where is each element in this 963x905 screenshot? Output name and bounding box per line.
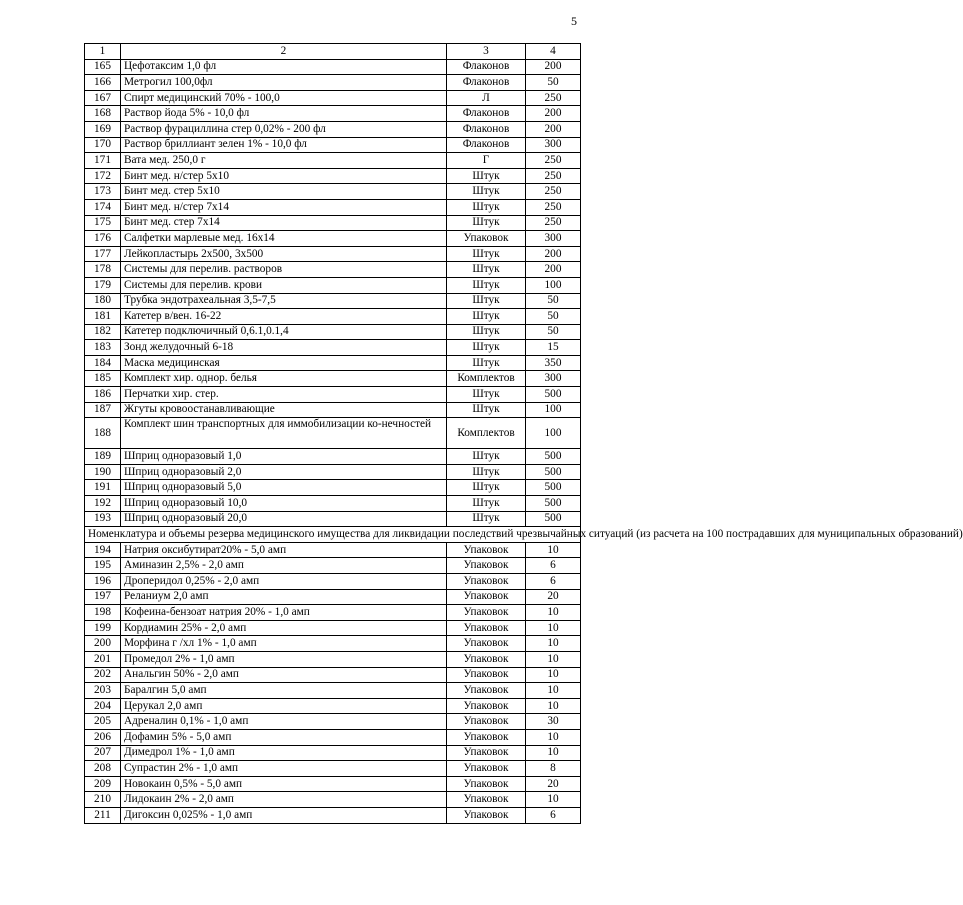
row-number: 182 [85, 324, 121, 340]
item-unit: Штук [447, 355, 526, 371]
table-row [85, 496, 581, 512]
item-quantity: 6 [526, 807, 581, 823]
item-unit: Упаковок [447, 231, 526, 247]
item-name: Шприц одноразовый 20,0 [121, 511, 447, 527]
item-name: Маска медицинская [121, 355, 447, 371]
item-name: Системы для перелив. крови [121, 277, 447, 293]
item-unit: Флаконов [447, 75, 526, 91]
item-quantity: 10 [526, 745, 581, 761]
table-row [85, 558, 581, 574]
table-row [85, 761, 581, 777]
row-number: 174 [85, 199, 121, 215]
item-unit: Упаковок [447, 542, 526, 558]
table-row [85, 418, 581, 449]
row-number: 166 [85, 75, 121, 91]
item-name: Цефотаксим 1,0 фл [121, 59, 447, 75]
item-quantity: 20 [526, 776, 581, 792]
row-number: 171 [85, 153, 121, 169]
row-number: 209 [85, 776, 121, 792]
item-quantity: 10 [526, 792, 581, 808]
row-number: 211 [85, 807, 121, 823]
item-name: Дроперидол 0,25% - 2,0 амп [121, 574, 447, 590]
table-row [85, 776, 581, 792]
row-number: 173 [85, 184, 121, 200]
supply-table-body [85, 44, 963, 824]
item-unit: Штук [447, 277, 526, 293]
row-number: 207 [85, 745, 121, 761]
table-row [85, 246, 581, 262]
item-name: Баралгин 5,0 амп [121, 683, 447, 699]
table-row [85, 106, 581, 122]
item-quantity: 10 [526, 683, 581, 699]
item-name: Вата мед. 250,0 г [121, 153, 447, 169]
table-row [85, 277, 581, 293]
table-row [85, 511, 581, 527]
item-unit: Комплектов [447, 371, 526, 387]
row-number: 199 [85, 620, 121, 636]
row-number: 179 [85, 277, 121, 293]
item-name: Морфина г /хл 1% - 1,0 амп [121, 636, 447, 652]
table-row [85, 605, 581, 621]
item-unit: Г [447, 153, 526, 169]
item-unit: Упаковок [447, 807, 526, 823]
item-unit: Упаковок [447, 745, 526, 761]
item-unit: Упаковок [447, 574, 526, 590]
table-row [85, 371, 581, 387]
item-name: Димедрол 1% - 1,0 амп [121, 745, 447, 761]
table-row [85, 340, 581, 356]
table-row [85, 542, 581, 558]
table-header-row [85, 44, 581, 60]
item-name: Анальгин 50% - 2,0 амп [121, 667, 447, 683]
table-row [85, 387, 581, 403]
table-row [85, 293, 581, 309]
item-name: Зонд желудочный 6-18 [121, 340, 447, 356]
item-quantity: 500 [526, 387, 581, 403]
item-unit: Штук [447, 449, 526, 465]
table-row [85, 589, 581, 605]
row-number: 170 [85, 137, 121, 153]
item-name: Натрия оксибутират20% - 5,0 амп [121, 542, 447, 558]
row-number: 200 [85, 636, 121, 652]
item-name: Катетер подключичный 0,6.1,0.1,4 [121, 324, 447, 340]
item-unit: Штук [447, 480, 526, 496]
item-quantity: 250 [526, 90, 581, 106]
row-number: 202 [85, 667, 121, 683]
table-row [85, 231, 581, 247]
item-quantity: 10 [526, 651, 581, 667]
item-name: Новокаин 0,5% - 5,0 амп [121, 776, 447, 792]
header-col-4: 4 [526, 44, 581, 60]
row-number: 188 [85, 418, 121, 449]
item-unit: Штук [447, 496, 526, 512]
item-quantity: 500 [526, 511, 581, 527]
row-number: 187 [85, 402, 121, 418]
item-quantity: 20 [526, 589, 581, 605]
item-quantity: 200 [526, 106, 581, 122]
row-number: 195 [85, 558, 121, 574]
item-unit: Упаковок [447, 714, 526, 730]
header-col-3: 3 [447, 44, 526, 60]
item-unit: Упаковок [447, 620, 526, 636]
item-unit: Штук [447, 184, 526, 200]
item-unit: Упаковок [447, 698, 526, 714]
row-number: 193 [85, 511, 121, 527]
table-row [85, 714, 581, 730]
item-quantity: 10 [526, 729, 581, 745]
item-unit: Упаковок [447, 776, 526, 792]
item-name: Комплект шин транспортных для иммобилизации ко-нечностей [121, 418, 447, 449]
item-unit: Упаковок [447, 792, 526, 808]
row-number: 208 [85, 761, 121, 777]
item-quantity: 500 [526, 464, 581, 480]
table-row [85, 121, 581, 137]
row-number: 194 [85, 542, 121, 558]
item-unit: Флаконов [447, 59, 526, 75]
table-row [85, 792, 581, 808]
header-col-2: 2 [121, 44, 447, 60]
row-number: 204 [85, 698, 121, 714]
item-name: Жгуты кровоостанавливающие [121, 402, 447, 418]
row-number: 181 [85, 309, 121, 325]
item-name: Раствор бриллиант зелен 1% - 10,0 фл [121, 137, 447, 153]
table-row [85, 90, 581, 106]
item-quantity: 30 [526, 714, 581, 730]
row-number: 185 [85, 371, 121, 387]
table-row [85, 324, 581, 340]
item-quantity: 200 [526, 262, 581, 278]
item-quantity: 10 [526, 698, 581, 714]
table-row [85, 137, 581, 153]
table-row [85, 480, 581, 496]
item-name: Метрогил 100,0фл [121, 75, 447, 91]
table-row [85, 153, 581, 169]
item-unit: Штук [447, 402, 526, 418]
row-number: 196 [85, 574, 121, 590]
row-number: 189 [85, 449, 121, 465]
row-number: 190 [85, 464, 121, 480]
item-quantity: 250 [526, 215, 581, 231]
item-unit: Штук [447, 309, 526, 325]
item-unit: Упаковок [447, 667, 526, 683]
row-number: 197 [85, 589, 121, 605]
table-row [85, 184, 581, 200]
item-unit: Штук [447, 246, 526, 262]
item-unit: Упаковок [447, 683, 526, 699]
item-name: Шприц одноразовый 2,0 [121, 464, 447, 480]
item-quantity: 50 [526, 293, 581, 309]
item-unit: Штук [447, 511, 526, 527]
table-row [85, 574, 581, 590]
item-quantity: 250 [526, 184, 581, 200]
row-number: 176 [85, 231, 121, 247]
item-quantity: 100 [526, 277, 581, 293]
item-name: Дигоксин 0,025% - 1,0 амп [121, 807, 447, 823]
row-number: 205 [85, 714, 121, 730]
table-row [85, 168, 581, 184]
item-name: Раствор фурациллина стер 0,02% - 200 фл [121, 121, 447, 137]
table-row [85, 620, 581, 636]
item-quantity: 10 [526, 620, 581, 636]
item-quantity: 50 [526, 75, 581, 91]
row-number: 175 [85, 215, 121, 231]
table-row [85, 636, 581, 652]
item-quantity: 300 [526, 231, 581, 247]
supply-table [84, 43, 963, 824]
item-quantity: 250 [526, 153, 581, 169]
table-row [85, 651, 581, 667]
table-row [85, 745, 581, 761]
item-unit: Упаковок [447, 636, 526, 652]
item-unit: Упаковок [447, 558, 526, 574]
item-name: Кордиамин 25% - 2,0 амп [121, 620, 447, 636]
item-name: Церукал 2,0 амп [121, 698, 447, 714]
item-quantity: 500 [526, 480, 581, 496]
row-number: 192 [85, 496, 121, 512]
item-unit: Штук [447, 199, 526, 215]
item-name: Бинт мед. стер 5х10 [121, 184, 447, 200]
item-unit: Флаконов [447, 137, 526, 153]
row-number: 165 [85, 59, 121, 75]
item-unit: Штук [447, 168, 526, 184]
item-unit: Штук [447, 340, 526, 356]
table-row [85, 667, 581, 683]
item-name: Бинт мед. н/стер 5х10 [121, 168, 447, 184]
table-row [85, 698, 581, 714]
item-quantity: 200 [526, 59, 581, 75]
item-quantity: 6 [526, 574, 581, 590]
section-header-row [85, 527, 581, 543]
item-quantity: 10 [526, 667, 581, 683]
item-quantity: 300 [526, 371, 581, 387]
item-unit: Упаковок [447, 589, 526, 605]
item-name: Лидокаин 2% - 2,0 амп [121, 792, 447, 808]
row-number: 198 [85, 605, 121, 621]
table-row [85, 59, 581, 75]
section-title: Номенклатура и объемы резерва медицинского имущества для ликвидации последствий чрезвычайных ситуаций (из расчета на 100 пострадавших для муниципальных образований) [85, 527, 581, 543]
item-unit: Штук [447, 262, 526, 278]
row-number: 178 [85, 262, 121, 278]
item-name: Раствор йода 5% - 10,0 фл [121, 106, 447, 122]
item-name: Комплект хир. однор. белья [121, 371, 447, 387]
row-number: 169 [85, 121, 121, 137]
item-quantity: 500 [526, 449, 581, 465]
item-quantity: 100 [526, 418, 581, 449]
item-quantity: 250 [526, 168, 581, 184]
item-unit: Штук [447, 324, 526, 340]
item-unit: Флаконов [447, 106, 526, 122]
item-name: Бинт мед. н/стер 7х14 [121, 199, 447, 215]
item-quantity: 350 [526, 355, 581, 371]
item-quantity: 50 [526, 324, 581, 340]
item-name: Кофеина-бензоат натрия 20% - 1,0 амп [121, 605, 447, 621]
item-name: Адреналин 0,1% - 1,0 амп [121, 714, 447, 730]
item-quantity: 100 [526, 402, 581, 418]
item-unit: Штук [447, 215, 526, 231]
table-row [85, 402, 581, 418]
row-number: 206 [85, 729, 121, 745]
row-number: 191 [85, 480, 121, 496]
item-unit: Штук [447, 387, 526, 403]
item-unit: Штук [447, 464, 526, 480]
item-name: Шприц одноразовый 10,0 [121, 496, 447, 512]
row-number: 186 [85, 387, 121, 403]
item-name: Дофамин 5% - 5,0 амп [121, 729, 447, 745]
item-name: Реланиум 2,0 амп [121, 589, 447, 605]
row-number: 180 [85, 293, 121, 309]
item-quantity: 50 [526, 309, 581, 325]
row-number: 184 [85, 355, 121, 371]
item-name: Спирт медицинский 70% - 100,0 [121, 90, 447, 106]
item-unit: Упаковок [447, 651, 526, 667]
page-number: 5 [571, 14, 577, 28]
table-row [85, 355, 581, 371]
row-number: 210 [85, 792, 121, 808]
table-row [85, 199, 581, 215]
item-quantity: 500 [526, 496, 581, 512]
table-row [85, 683, 581, 699]
row-number: 168 [85, 106, 121, 122]
row-number: 201 [85, 651, 121, 667]
item-quantity: 250 [526, 199, 581, 215]
row-number: 177 [85, 246, 121, 262]
item-quantity: 8 [526, 761, 581, 777]
item-unit: Л [447, 90, 526, 106]
item-name: Перчатки хир. стер. [121, 387, 447, 403]
table-row [85, 309, 581, 325]
item-quantity: 200 [526, 246, 581, 262]
item-quantity: 10 [526, 636, 581, 652]
table-row [85, 75, 581, 91]
item-quantity: 15 [526, 340, 581, 356]
row-number: 203 [85, 683, 121, 699]
row-number: 172 [85, 168, 121, 184]
table-row [85, 729, 581, 745]
item-name: Промедол 2% - 1,0 амп [121, 651, 447, 667]
item-name: Шприц одноразовый 5,0 [121, 480, 447, 496]
item-name: Супрастин 2% - 1,0 амп [121, 761, 447, 777]
row-number: 167 [85, 90, 121, 106]
item-name: Шприц одноразовый 1,0 [121, 449, 447, 465]
table-row [85, 449, 581, 465]
table-row [85, 215, 581, 231]
item-unit: Штук [447, 293, 526, 309]
item-name: Лейкопластырь 2х500, 3х500 [121, 246, 447, 262]
table-row [85, 464, 581, 480]
item-unit: Упаковок [447, 605, 526, 621]
item-name: Системы для перелив. растворов [121, 262, 447, 278]
table-row [85, 807, 581, 823]
item-quantity: 10 [526, 605, 581, 621]
header-col-1: 1 [85, 44, 121, 60]
item-name: Катетер в/вен. 16-22 [121, 309, 447, 325]
item-name: Аминазин 2,5% - 2,0 амп [121, 558, 447, 574]
item-name: Трубка эндотрахеальная 3,5-7,5 [121, 293, 447, 309]
item-quantity: 10 [526, 542, 581, 558]
item-unit: Упаковок [447, 761, 526, 777]
item-unit: Флаконов [447, 121, 526, 137]
item-quantity: 300 [526, 137, 581, 153]
item-name: Салфетки марлевые мед. 16х14 [121, 231, 447, 247]
item-name: Бинт мед. стер 7х14 [121, 215, 447, 231]
row-number: 183 [85, 340, 121, 356]
table-row [85, 262, 581, 278]
item-quantity: 200 [526, 121, 581, 137]
item-unit: Упаковок [447, 729, 526, 745]
item-unit: Комплектов [447, 418, 526, 449]
item-quantity: 6 [526, 558, 581, 574]
